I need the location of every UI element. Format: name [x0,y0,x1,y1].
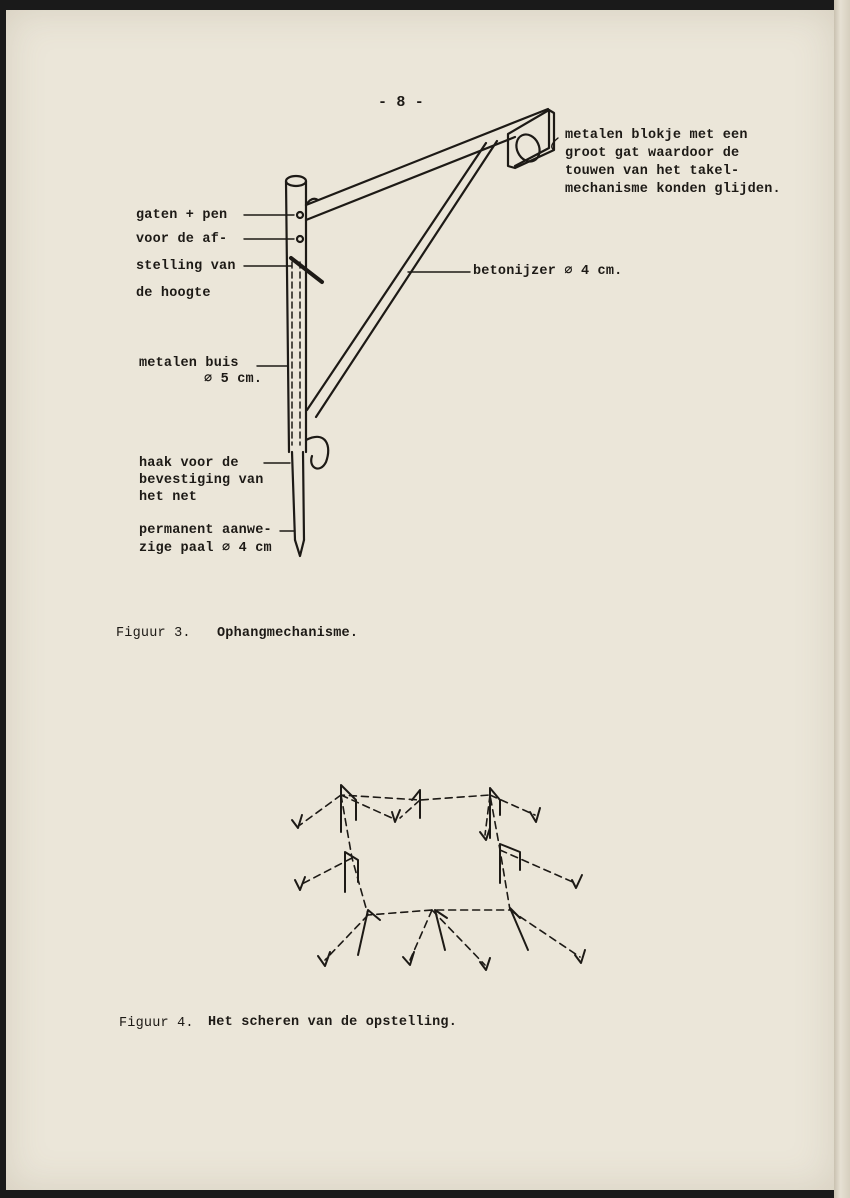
label-blok-line4: mechanisme konden glijden. [565,182,781,197]
label-gaten-line2: voor de af- [136,232,228,247]
peg [295,877,305,890]
net-outline [341,795,510,915]
pole [435,910,447,950]
peg [292,815,302,828]
page-number: - 8 - [378,94,425,111]
label-gaten-line1: gaten + pen [136,208,228,223]
label-blok-line3: touwen van het takel- [565,164,740,179]
label-gaten-line3: stelling van [136,259,236,274]
guy-rope [432,910,485,965]
figure-3-caption-number: Figuur 3. [116,626,191,641]
label-paal-line2: zige paal ∅ 4 cm [139,541,272,556]
peg [392,810,400,822]
label-betonijzer: betonijzer ∅ 4 cm. [473,264,623,279]
label-buis-line1: metalen buis [139,356,239,371]
figure-4-caption-text: Het scheren van de opstelling. [208,1015,458,1030]
label-buis-line2: ∅ 5 cm. [204,372,263,387]
label-haak-line1: haak voor de [139,456,239,471]
label-gaten-line4: de hoogte [136,286,211,301]
guy-rope [500,850,575,883]
guy-rope [400,800,420,818]
label-haak-line2: bevestiging van [139,473,264,488]
figure-4-caption-number: Figuur 4. [119,1016,194,1031]
peg [318,952,330,966]
guy-rope [341,795,392,818]
pole [358,910,380,955]
pole [510,908,528,950]
guy-rope [300,795,341,825]
guy-rope [490,795,535,815]
label-blok-line2: groot gat waardoor de [565,146,740,161]
label-paal-line1: permanent aanwe- [139,523,272,538]
peg [572,875,582,888]
label-haak-line3: het net [139,490,198,505]
figure-3-caption-text: Ophangmechanisme. [217,626,359,641]
label-blok-line1: metalen blokje met een [565,128,748,143]
